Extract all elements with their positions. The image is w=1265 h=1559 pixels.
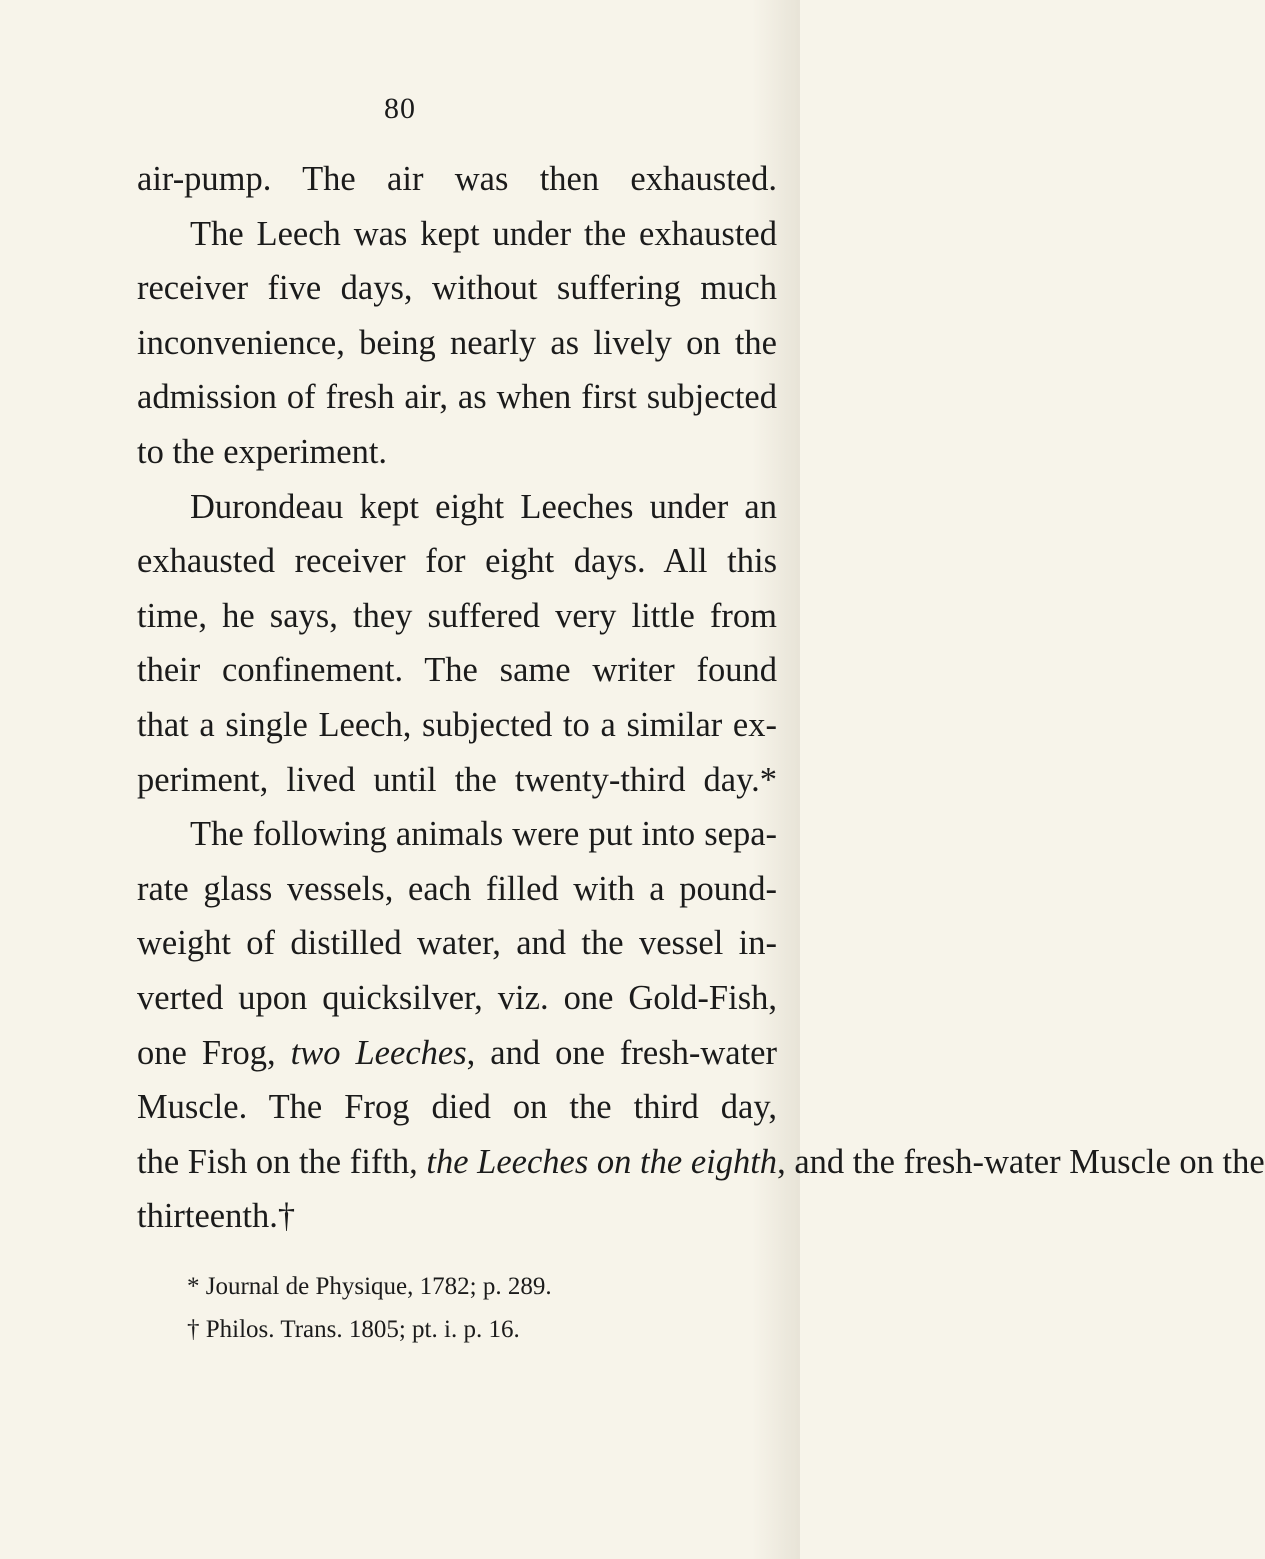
text-line: thirteenth.†: [137, 1197, 296, 1236]
text-line: admission of fresh air, as when first subjected: [137, 378, 777, 417]
text-run: , and the fresh-water Muscle on the: [777, 1142, 1265, 1181]
footnote: * Journal de Physique, 1782; p. 289.: [187, 1273, 552, 1300]
text-line: Muscle. The Frog died on the third day,: [137, 1088, 777, 1127]
page-number: 80: [384, 92, 416, 125]
text-run: , and one fresh-water: [466, 1033, 777, 1072]
text-line: their confinement. The same writer found: [137, 651, 777, 690]
text-line: periment, lived until the twenty-third day.*: [137, 760, 777, 799]
text-line: time, he says, they suffered very little from: [137, 596, 777, 635]
text-line: exhausted receiver for eight days. All this: [137, 542, 777, 581]
body-text: [137, 152, 1265, 1244]
text-run: the Fish on the fifth,: [137, 1142, 427, 1181]
footnotes: [137, 1265, 777, 1351]
text-line: Durondeau kept eight Leeches under an: [190, 487, 777, 526]
text-line: inconvenience, being nearly as lively on the: [137, 323, 777, 362]
text-line: to the experiment.: [137, 432, 388, 471]
text-line: receiver five days, without suffering much: [137, 269, 777, 308]
text-run: one Frog,: [137, 1033, 291, 1072]
footnote: † Philos. Trans. 1805; pt. i. p. 16.: [187, 1316, 520, 1343]
text-line: that a single Leech, subjected to a similar ex-: [137, 705, 777, 744]
text-line: rate glass vessels, each filled with a pound-: [137, 869, 777, 908]
italic-run: the Leeches on the eighth: [426, 1142, 778, 1181]
text-line: [137, 1026, 777, 1081]
text-line: verted upon quicksilver, viz. one Gold-Fish,: [137, 978, 777, 1017]
text-line: The Leech was kept under the exhausted: [190, 214, 777, 253]
text-line: The following animals were put into sepa-: [190, 815, 777, 854]
italic-run: two Leeches: [290, 1033, 467, 1072]
text-line: [137, 1135, 1265, 1190]
text-line: weight of distilled water, and the vessel in-: [137, 924, 777, 963]
text-line: air-pump. The air was then exhausted.: [137, 160, 777, 198]
